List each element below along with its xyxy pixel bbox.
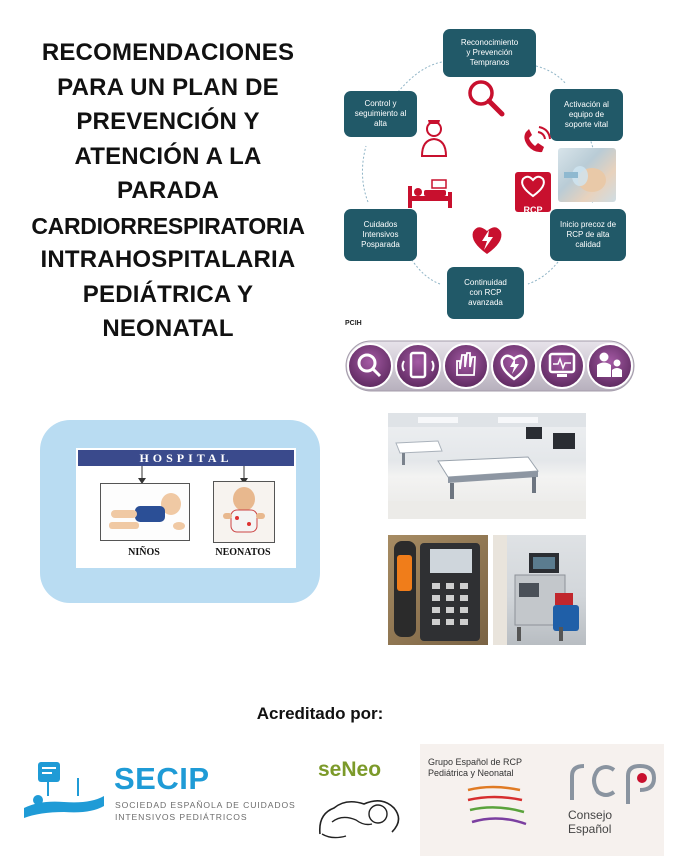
step-early-cpr: Inicio precoz de RCP de alta calidad bbox=[550, 209, 626, 261]
children-label: NIÑOS bbox=[128, 547, 160, 558]
arrow bbox=[536, 66, 566, 84]
title-line: NEONATAL bbox=[102, 315, 234, 342]
seneo-name: seNeo bbox=[318, 758, 382, 781]
step-continuity: Continuidad con RCP avanzada bbox=[447, 267, 524, 319]
grupo-line-1: Grupo Español de RCP bbox=[428, 757, 523, 767]
magnifier-icon bbox=[464, 76, 508, 120]
title-line: ATENCIÓN A LA bbox=[74, 142, 262, 170]
child-manikin-icon bbox=[101, 484, 189, 540]
neonates-label: NEONATOS bbox=[215, 547, 271, 558]
phone-ringing-icon bbox=[520, 126, 552, 156]
pcih-label: PCIH bbox=[345, 320, 362, 327]
resuscitation-photo bbox=[558, 148, 616, 202]
title-line: RECOMENDACIONES bbox=[41, 39, 295, 66]
baby-mask-icon bbox=[558, 148, 616, 202]
accreditation-heading: Acreditado por: bbox=[256, 704, 384, 723]
desk-phone-illustration bbox=[388, 535, 488, 645]
pcih-icon-bar bbox=[344, 333, 636, 399]
children-frame bbox=[100, 483, 190, 541]
arrow bbox=[362, 146, 368, 202]
pcih-icon bbox=[492, 344, 536, 388]
rcp-badge-label: RCP bbox=[523, 205, 543, 215]
hospital-room-photo bbox=[388, 413, 586, 519]
hospital-bed-icon bbox=[406, 178, 456, 212]
emergency-cart-illustration bbox=[493, 535, 586, 645]
step-icu: Cuidados Intensivos Posparada bbox=[344, 209, 417, 261]
hospital-beds-illustration bbox=[388, 413, 586, 519]
consejo-rcp-logo-icon bbox=[566, 758, 662, 806]
rcp-badge bbox=[515, 172, 551, 215]
pcih-icon bbox=[588, 344, 632, 388]
consejo-line-1: Consejo bbox=[568, 808, 613, 822]
pcih-icon bbox=[396, 344, 440, 388]
title-line: CARDIORRESPIRATORIA bbox=[31, 212, 305, 239]
consejo-line-2: Español bbox=[568, 822, 612, 836]
neonate-manikin-icon bbox=[214, 482, 274, 542]
phone-photo bbox=[388, 535, 488, 645]
document-title bbox=[8, 36, 328, 347]
heart-defibrillator-icon bbox=[468, 222, 506, 256]
secip-logo-icon bbox=[20, 756, 108, 824]
cycle-diagram bbox=[340, 26, 640, 322]
nurse-icon bbox=[418, 118, 450, 158]
grupo-line-2: Pediátrica y Neonatal bbox=[428, 768, 514, 778]
seneo-baby-icon bbox=[312, 784, 404, 842]
cart-photo bbox=[493, 535, 586, 645]
pcih-icon bbox=[444, 344, 488, 388]
title-line: PARADA bbox=[116, 177, 220, 204]
title-line: PREVENCIÓN Y bbox=[76, 108, 260, 135]
heart-icon bbox=[515, 172, 551, 200]
secip-name: SECIP bbox=[114, 761, 210, 796]
hospital-header: HOSPITAL bbox=[78, 450, 294, 466]
secip-subtitle-1: SOCIEDAD ESPAÑOLA DE CUIDADOS bbox=[115, 800, 296, 810]
step-followup: Control y seguimiento al alta bbox=[344, 91, 417, 137]
title-line: PEDIÁTRICA Y bbox=[82, 280, 254, 308]
step-recognition: Reconocimiento y Prevención Tempranos bbox=[443, 29, 536, 77]
pcih-icon bbox=[348, 344, 392, 388]
arrow bbox=[528, 262, 558, 284]
grupo-swoosh-icon bbox=[462, 782, 532, 834]
title-line: INTRAHOSPITALARIA bbox=[40, 246, 296, 273]
title-line: PARA UN PLAN DE bbox=[57, 73, 279, 101]
neonates-frame bbox=[213, 481, 275, 543]
pcih-icon bbox=[540, 344, 584, 388]
arrow bbox=[412, 260, 440, 284]
step-activation: Activación al equipo de soporte vital bbox=[550, 89, 623, 141]
secip-subtitle-2: INTENSIVOS PEDIÁTRICOS bbox=[115, 812, 248, 822]
arrow bbox=[398, 62, 442, 92]
